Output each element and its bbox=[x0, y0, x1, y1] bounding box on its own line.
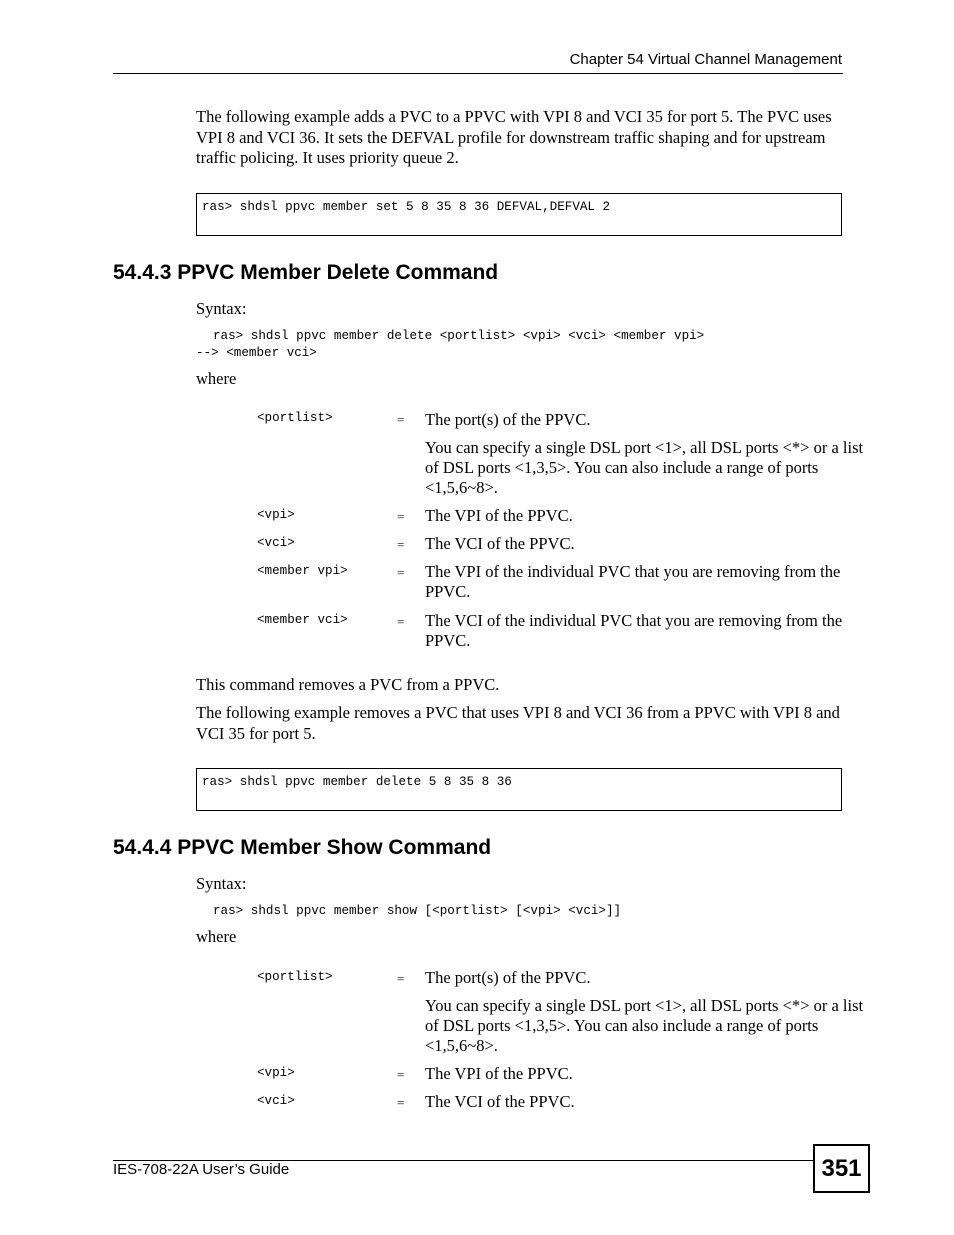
page-number: 351 bbox=[813, 1144, 870, 1193]
param-name: <vci> bbox=[257, 1094, 295, 1108]
param-equals: = bbox=[397, 412, 405, 427]
show-where-label: where bbox=[196, 927, 237, 946]
header-rule bbox=[113, 73, 843, 74]
show-section-heading: 54.4.4 PPVC Member Show Command bbox=[113, 836, 492, 859]
show-syntax-label: Syntax: bbox=[196, 874, 247, 893]
param-equals: = bbox=[397, 614, 405, 629]
delete-syntax-line2: --> <member vci> bbox=[196, 346, 317, 360]
set-example-box bbox=[196, 193, 842, 236]
param-description-detail: You can specify a single DSL port <1>, all DSL ports <*> or a list of DSL ports <1,3,5>. You can also include a range of ports <1,5,6~8>. bbox=[425, 996, 864, 1055]
param-equals: = bbox=[397, 971, 405, 986]
param-description: The port(s) of the PPVC. bbox=[425, 410, 591, 429]
param-description: The port(s) of the PPVC. bbox=[425, 968, 591, 987]
delete-paragraph-2: The following example removes a PVC that uses VPI 8 and VCI 36 from a PPVC with VPI 8 and VCI 35 for port 5. bbox=[196, 703, 840, 743]
param-name: <vpi> bbox=[257, 508, 295, 522]
param-name: <member vci> bbox=[257, 613, 348, 627]
param-name: <member vpi> bbox=[257, 564, 348, 578]
delete-section-heading: 54.4.3 PPVC Member Delete Command bbox=[113, 261, 499, 284]
param-equals: = bbox=[397, 565, 405, 580]
param-description: The VPI of the PPVC. bbox=[425, 1064, 573, 1083]
param-name: <portlist> bbox=[257, 970, 333, 984]
guide-title: IES-708-22A User’s Guide bbox=[113, 1161, 290, 1178]
delete-paragraph-1: This command removes a PVC from a PPVC. bbox=[196, 675, 500, 694]
param-description-detail: You can specify a single DSL port <1>, all DSL ports <*> or a list of DSL ports <1,3,5>. You can also include a range of ports <1,5,6~8>. bbox=[425, 438, 864, 497]
intro-paragraph: The following example adds a PVC to a PPVC with VPI 8 and VCI 35 for port 5. The PVC uses VPI 8 and VCI 36. It sets the DEFVAL profile for downstream traffic shaping and for upstream traffic policing. It uses priority queue 2. bbox=[196, 107, 832, 167]
delete-syntax-line1: ras> shdsl ppvc member delete <portlist> <vpi> <vci> <member vpi> bbox=[213, 329, 705, 343]
param-description: The VPI of the individual PVC that you are removing from the PPVC. bbox=[425, 562, 841, 601]
param-description: The VCI of the PPVC. bbox=[425, 1092, 575, 1111]
param-name: <vpi> bbox=[257, 1066, 295, 1080]
delete-example-code: ras> shdsl ppvc member delete 5 8 35 8 36 bbox=[202, 775, 512, 789]
delete-example-box bbox=[196, 768, 842, 811]
delete-syntax-label: Syntax: bbox=[196, 299, 247, 318]
param-name: <vci> bbox=[257, 536, 295, 550]
set-example-code: ras> shdsl ppvc member set 5 8 35 8 36 DEFVAL,DEFVAL 2 bbox=[202, 200, 611, 214]
param-equals: = bbox=[397, 537, 405, 552]
param-name: <portlist> bbox=[257, 411, 333, 425]
param-equals: = bbox=[397, 1067, 405, 1082]
show-syntax-line1: ras> shdsl ppvc member show [<portlist> [<vpi> <vci>]] bbox=[213, 904, 622, 918]
param-description: The VCI of the individual PVC that you are removing from the PPVC. bbox=[425, 611, 843, 650]
param-description: The VPI of the PPVC. bbox=[425, 506, 573, 525]
chapter-header: Chapter 54 Virtual Channel Management bbox=[569, 51, 842, 68]
delete-where-label: where bbox=[196, 369, 237, 388]
param-equals: = bbox=[397, 1095, 405, 1110]
param-description: The VCI of the PPVC. bbox=[425, 534, 575, 553]
param-equals: = bbox=[397, 509, 405, 524]
